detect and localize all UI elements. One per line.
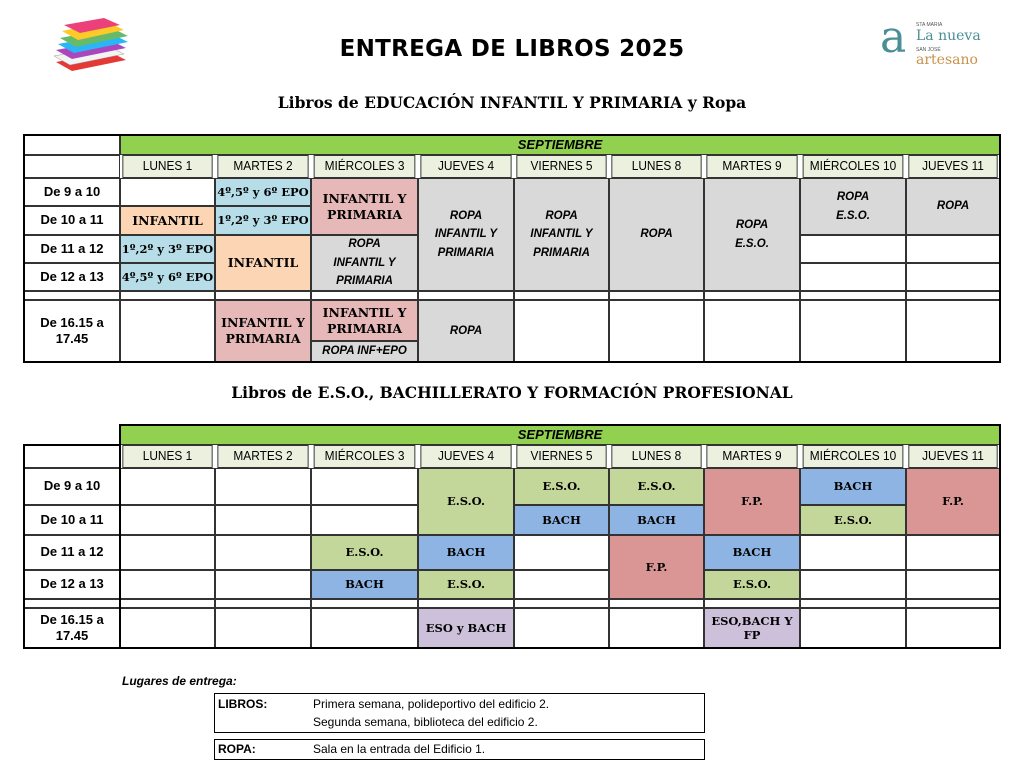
lugares-heading: Lugares de entrega: bbox=[122, 674, 237, 688]
ropa-text: Sala en la entrada del Edificio 1. bbox=[313, 742, 486, 756]
table1-cell: INFANTIL Y PRIMARIA bbox=[215, 300, 311, 362]
table2-cell: BACH bbox=[800, 468, 906, 505]
table1-cell: ROPA bbox=[906, 178, 1000, 235]
table1-day-1: LUNES 1 bbox=[122, 155, 212, 178]
table2-time-1: De 9 a 10 bbox=[24, 468, 120, 505]
table2-time-5: De 16.15 a 17.45 bbox=[24, 608, 120, 648]
table1-time-4: De 12 a 13 bbox=[24, 263, 120, 291]
logo-la-nueva: La nueva bbox=[916, 28, 981, 44]
table1-gap bbox=[609, 291, 704, 300]
table2-cell bbox=[120, 468, 215, 505]
table2-cell bbox=[215, 608, 311, 648]
table1-time-2: De 10 a 11 bbox=[24, 206, 120, 235]
table1-time-1: De 9 a 10 bbox=[24, 178, 120, 206]
table2-gap bbox=[215, 599, 311, 608]
table2-gap bbox=[609, 599, 704, 608]
table2-cell bbox=[120, 608, 215, 648]
table2-cell bbox=[120, 570, 215, 599]
table1-cell bbox=[800, 235, 906, 263]
table1-gap bbox=[120, 291, 215, 300]
table2-subtitle: Libros de E.S.O., BACHILLERATO Y FORMACIÓN PROFESIONAL bbox=[231, 383, 793, 402]
table1-cell: 4º,5º y 6º EPO bbox=[215, 178, 311, 206]
table1-cell: INFANTIL Y PRIMARIA bbox=[311, 300, 418, 341]
table2-cell: BACH bbox=[609, 505, 704, 535]
school-logo bbox=[878, 12, 998, 70]
table2-month: SEPTIEMBRE bbox=[120, 425, 1000, 445]
table1-gap bbox=[906, 291, 1000, 300]
table2-cell bbox=[514, 608, 609, 648]
table1-cell: ROPA bbox=[609, 178, 704, 291]
table2-day-2: MARTES 2 bbox=[217, 445, 308, 468]
lugares-ropa-box bbox=[214, 739, 705, 760]
table2-day-7: MARTES 9 bbox=[706, 445, 797, 468]
table2-cell bbox=[120, 505, 215, 535]
table1-day-2: MARTES 2 bbox=[217, 155, 308, 178]
table2-cell: E.S.O. bbox=[800, 505, 906, 535]
logo-letter: a bbox=[880, 12, 907, 63]
table2-cell: F.P. bbox=[609, 535, 704, 599]
table1-day-5: VIERNES 5 bbox=[516, 155, 606, 178]
logo-san-jose: SAN JOSÉ bbox=[916, 47, 941, 53]
table1-cell: 4º,5º y 6º EPO bbox=[120, 263, 215, 291]
table1-cell: ROPA INFANTIL Y PRIMARIA bbox=[418, 178, 514, 291]
table2-corner bbox=[24, 445, 120, 468]
table2-day-5: VIERNES 5 bbox=[516, 445, 606, 468]
table1-cell bbox=[704, 300, 800, 362]
table2-cell bbox=[514, 535, 609, 570]
table1-cell: INFANTIL bbox=[215, 235, 311, 291]
page-title: ENTREGA DE LIBROS 2025 bbox=[339, 36, 685, 62]
table1-cell bbox=[800, 300, 906, 362]
logo-top-small: STA MARIA bbox=[916, 22, 943, 28]
table1-day-4: JUEVES 4 bbox=[420, 155, 511, 178]
table2-cell: BACH bbox=[418, 535, 514, 570]
table2-cell: E.S.O. bbox=[311, 535, 418, 570]
table1-gap bbox=[704, 291, 800, 300]
table2-cell bbox=[800, 570, 906, 599]
table1-gap bbox=[215, 291, 311, 300]
table2-cell bbox=[906, 608, 1000, 648]
table2-cell: F.P. bbox=[704, 468, 800, 535]
table2-cell bbox=[609, 608, 704, 648]
table2-cell bbox=[800, 535, 906, 570]
table2-cell bbox=[215, 468, 311, 505]
table2-cell bbox=[906, 570, 1000, 599]
table2-gap bbox=[800, 599, 906, 608]
table1-gap bbox=[514, 291, 609, 300]
table1-subtitle: Libros de EDUCACIÓN INFANTIL Y PRIMARIA y Ropa bbox=[277, 93, 747, 112]
table2-cell bbox=[311, 468, 418, 505]
table1-cell: ROPA INFANTIL Y PRIMARIA bbox=[514, 178, 609, 291]
table2-cell bbox=[120, 535, 215, 570]
table1-time-5: De 16.15 a 17.45 bbox=[24, 300, 120, 362]
table1-cell: ROPA bbox=[418, 300, 514, 362]
table1-gap bbox=[418, 291, 514, 300]
lugares-libros-box bbox=[214, 693, 705, 733]
table2-cell bbox=[215, 505, 311, 535]
table1-corner-bottom bbox=[24, 155, 120, 178]
table1-day-9: JUEVES 11 bbox=[908, 155, 997, 178]
table2-day-1: LUNES 1 bbox=[122, 445, 212, 468]
table2-gap bbox=[704, 599, 800, 608]
table2-cell: BACH bbox=[311, 570, 418, 599]
table1-gap-time bbox=[24, 291, 120, 300]
table2-day-9: JUEVES 11 bbox=[908, 445, 997, 468]
table1-cell: 1º,2º y 3º EPO bbox=[120, 235, 215, 263]
table1-cell bbox=[609, 300, 704, 362]
table1-cell bbox=[514, 300, 609, 362]
table2-gap bbox=[120, 599, 215, 608]
table1-cell: 1º,2º y 3º EPO bbox=[215, 206, 311, 235]
table1-day-3: MIÉRCOLES 3 bbox=[314, 155, 416, 178]
table2-time-3: De 11 a 12 bbox=[24, 535, 120, 570]
table1-cell: ROPA INFANTIL Y PRIMARIA bbox=[311, 235, 418, 291]
table2-cell: F.P. bbox=[906, 468, 1000, 535]
table2-cell bbox=[311, 608, 418, 648]
table2-cell: E.S.O. bbox=[418, 468, 514, 535]
table1-cell bbox=[120, 300, 215, 362]
table1-time-3: De 11 a 12 bbox=[24, 235, 120, 263]
table2-gap bbox=[418, 599, 514, 608]
table1-cell: ROPA E.S.O. bbox=[800, 178, 906, 235]
table1-cell: INFANTIL Y PRIMARIA bbox=[311, 178, 418, 235]
table2-gap bbox=[311, 599, 418, 608]
table2-cell bbox=[215, 535, 311, 570]
table1-cell bbox=[120, 178, 215, 206]
table2-cell: BACH bbox=[704, 535, 800, 570]
table1-gap bbox=[800, 291, 906, 300]
table1-gap bbox=[311, 291, 418, 300]
table2-cell: ESO y BACH bbox=[418, 608, 514, 648]
table2-cell bbox=[311, 505, 418, 535]
table2-time-4: De 12 a 13 bbox=[24, 570, 120, 599]
table1-cell bbox=[906, 263, 1000, 291]
logo-artesano: artesano bbox=[916, 52, 978, 68]
table2-day-3: MIÉRCOLES 3 bbox=[314, 445, 416, 468]
libros-label: LIBROS: bbox=[218, 697, 268, 711]
table1-cell: ROPA INF+EPO bbox=[311, 341, 418, 362]
table2-cell bbox=[906, 535, 1000, 570]
table2-cell bbox=[514, 570, 609, 599]
table1-cell: INFANTIL bbox=[120, 206, 215, 235]
table2-cell: E.S.O. bbox=[514, 468, 609, 505]
table2-cell: E.S.O. bbox=[418, 570, 514, 599]
table2-time-2: De 10 a 11 bbox=[24, 505, 120, 535]
table2-cell bbox=[800, 608, 906, 648]
table2-day-6: LUNES 8 bbox=[611, 445, 701, 468]
table2-cell: BACH bbox=[514, 505, 609, 535]
table1-corner-top bbox=[24, 135, 120, 155]
table2-cell: ESO,BACH Y FP bbox=[704, 608, 800, 648]
table2-cell bbox=[215, 570, 311, 599]
table2-day-8: MIÉRCOLES 10 bbox=[803, 445, 904, 468]
table2-day-4: JUEVES 4 bbox=[420, 445, 511, 468]
table2-gap bbox=[514, 599, 609, 608]
table1-cell bbox=[906, 235, 1000, 263]
table2-gap-time bbox=[24, 599, 120, 608]
table1-cell bbox=[800, 263, 906, 291]
ropa-label: ROPA: bbox=[218, 742, 256, 756]
table1-month: SEPTIEMBRE bbox=[120, 135, 1000, 155]
table1-cell: ROPA E.S.O. bbox=[704, 178, 800, 291]
table2-cell: E.S.O. bbox=[704, 570, 800, 599]
table1-cell bbox=[906, 300, 1000, 362]
table1-day-8: MIÉRCOLES 10 bbox=[803, 155, 904, 178]
table2-gap bbox=[906, 599, 1000, 608]
table1-day-7: MARTES 9 bbox=[706, 155, 797, 178]
libros-line-2: Segunda semana, biblioteca del edificio 2. bbox=[313, 715, 538, 729]
table2-cell: E.S.O. bbox=[609, 468, 704, 505]
libros-line-1: Primera semana, polideportivo del edificio 2. bbox=[313, 697, 550, 711]
table1-day-6: LUNES 8 bbox=[611, 155, 701, 178]
